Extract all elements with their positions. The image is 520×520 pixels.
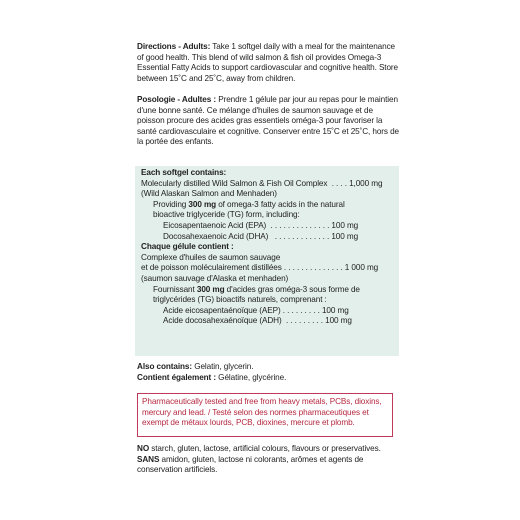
- contents-fr-line5: triglycérides (TG) bioactifs naturels, comprenant :: [153, 295, 327, 305]
- contents-fr-line3: (saumon sauvage d'Alaska et menhaden): [141, 273, 289, 283]
- contents-en-dha: Docosahexaenoic Acid (DHA) . . . . . . . . . . . . . 100 mg: [163, 231, 359, 241]
- testing-warning-text: Pharmaceutically tested and free from heavy metals, PCBs, dioxins, mercury and lead. / Testé selon des normes pharmaceutiques et exempt de métaux lourds, PCB, dioxines, mercure et plomb.: [142, 397, 382, 428]
- contents-fr-aep: Acide eicosapentaénoïque (AEP) . . . . . . . . . 100 mg: [163, 305, 349, 315]
- directions-fr-heading: Posologie - Adultes :: [137, 95, 217, 104]
- free-from-en-text: starch, gluten, lactose, artificial colours, flavours or preservatives.: [149, 444, 381, 453]
- free-from-statement: [137, 444, 399, 476]
- directions-en: [137, 42, 399, 84]
- directions-fr-text: Prendre 1 gélule par jour au repas pour le maintien d'une bonne santé. Ce mélange d'huiles de saumon sauvage et de poisson procure des acides gras essentiels oméga-3 pour favoriser la santé cardiovasculaire et cognitive. Conserver entre 15˚C et 25˚C, hors de la portée des enfants.: [137, 95, 400, 147]
- contents-en-line2: (Wild Alaskan Salmon and Menhaden): [141, 189, 277, 199]
- contents-fr-providing: Fournissant 300 mg d'acides gras oméga-3 sous forme de: [153, 284, 360, 294]
- directions-en-heading: Directions - Adults:: [137, 42, 211, 51]
- contents-en-line1: Molecularly distilled Wild Salmon & Fish Oil Complex . . . . 1,000 mg: [141, 178, 383, 188]
- contents-en-line4: bioactive triglyceride (TG) form, including:: [153, 210, 300, 220]
- free-from-fr-bold: SANS: [137, 454, 160, 464]
- contents-fr-line2: et de poisson moléculairement distillées . . . . . . . . . . . . . . 1 000 mg: [141, 263, 379, 273]
- contents-fr-heading: Chaque gélule contient :: [141, 242, 234, 252]
- contents-en-heading: Each softgel contains:: [141, 168, 227, 177]
- directions-fr: [137, 95, 399, 148]
- ingredients-panel: [135, 166, 399, 356]
- contents-fr-line1: Complexe d'huiles de saumon sauvage: [141, 252, 281, 262]
- also-contains: [137, 362, 399, 383]
- directions-en-text: Take 1 softgel daily with a meal for the maintenance of good health. This blend of wild salmon & fish oil provides Omega-3 Essential Fatty Acids to support cardiovascular and cognitive health. Store between 15˚C and 25˚C, away from children.: [137, 42, 399, 83]
- free-from-en-bold: NO: [137, 444, 150, 453]
- contents-en-epa: Eicosapentaenoic Acid (EPA) . . . . . . . . . . . . . . 100 mg: [163, 220, 359, 230]
- also-fr-text: Gélatine, glycérine.: [218, 372, 287, 382]
- contents-fr-adh: Acide docosahexaénoïque (ADH) . . . . . . . . . 100 mg: [163, 316, 352, 326]
- also-en-text: Gelatin, glycerin.: [194, 362, 254, 371]
- also-en-heading: Also contains:: [137, 362, 193, 371]
- also-fr-heading: Contient également :: [137, 372, 216, 382]
- product-label: [137, 0, 399, 520]
- contents-en-providing: Providing 300 mg of omega-3 fatty acids in the natural: [153, 199, 345, 209]
- free-from-fr-text: amidon, gluten, lactose ni colorants, arômes et agents de conservation artificiels.: [137, 454, 364, 475]
- testing-warning-box: [137, 393, 393, 437]
